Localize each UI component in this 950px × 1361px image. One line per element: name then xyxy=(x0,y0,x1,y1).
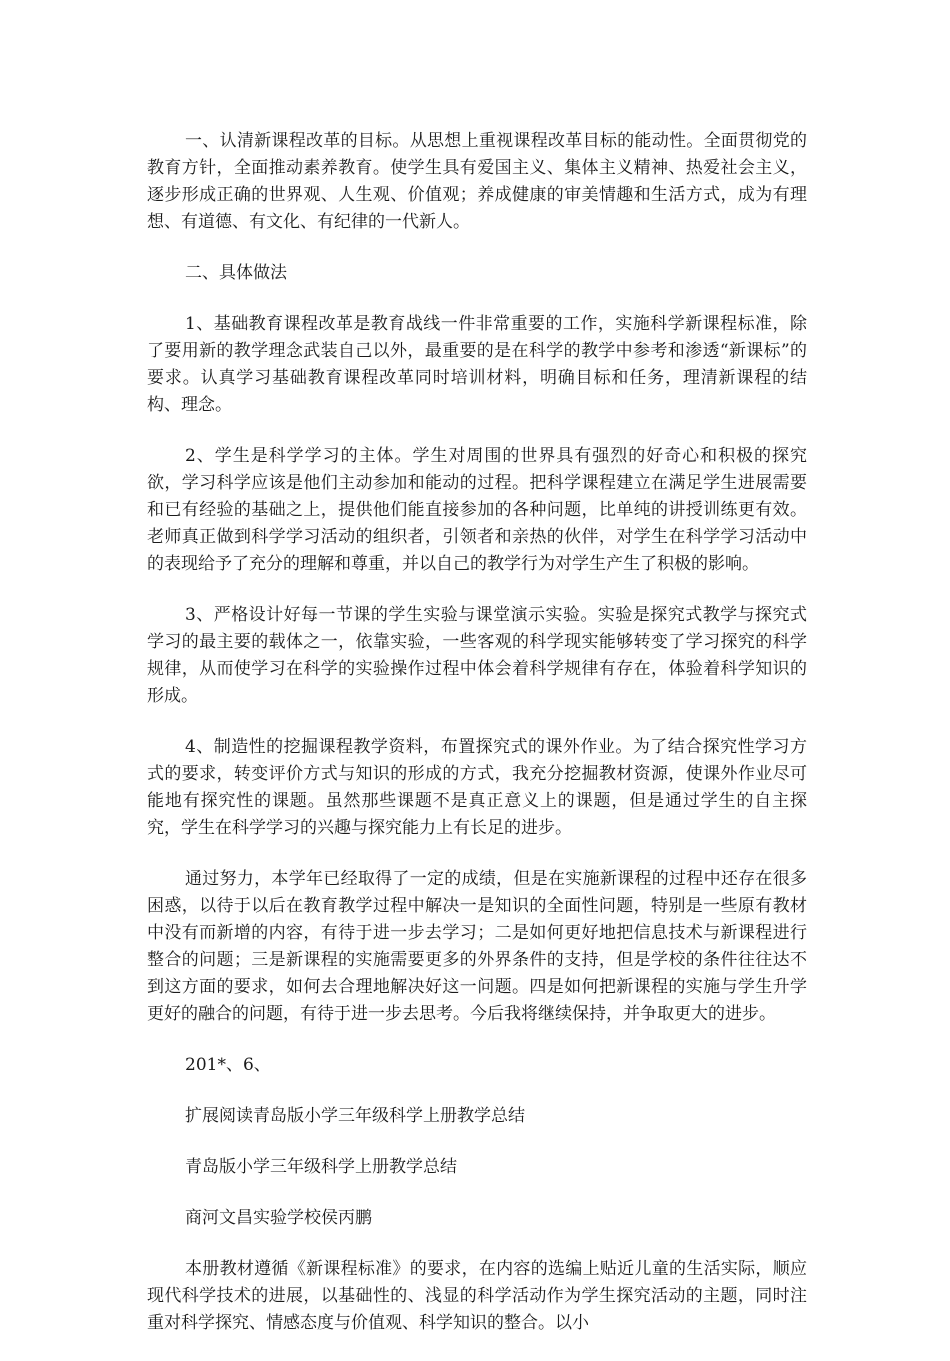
document-body xyxy=(147,128,807,1361)
article-author: 商河文昌实验学校侯丙鹏 xyxy=(185,1208,372,1228)
paragraph-method-4: 4、制造性的挖掘课程教学资料，布置探究式的课外作业。为了结合探究性学习方式的要求，转变评价方式与知识的形成的方式，我充分挖掘教材资源，使课外作业尽可能地有探究性的课题。虽然那些课题不是真正意义上的课题，但是通过学生的自主探究，学生在科学学习的兴趣与探究能力上有长足的进步。 xyxy=(147,737,807,838)
paragraph-summary: 通过努力，本学年已经取得了一定的成绩，但是在实施新课程的过程中还存在很多困惑，以待于以后在教育教学过程中解决一是知识的全面性问题，特别是一些原有教材中没有而新增的内容，有待于进一步去学习；二是如何更好地把信息技术与新课程进行整合的问题；三是新课程的实施需要更多的外界条件的支持，但是学校的条件往往达不到这方面的要求，如何去合理地解决好这一问题。四是如何把新课程的实施与学生升学更好的融合的问题，有待于进一步去思考。今后我将继续保持，并争取更大的进步。 xyxy=(147,869,807,1024)
document-date: 201*、6、 xyxy=(185,1055,271,1075)
paragraph-textbook-intro: 本册教材遵循《新课程标准》的要求，在内容的选编上贴近儿童的生活实际，顺应现代科学技术的进展，以基础性的、浅显的科学活动作为学生探究活动的主题，同时注重对科学探究、情感态度与价值观、科学知识的整合。以小 xyxy=(147,1259,807,1333)
paragraph-goals: 一、认清新课程改革的目标。从思想上重视课程改革目标的能动性。全面贯彻党的教育方针，全面推动素养教育。使学生具有爱国主义、集体主义精神、热爱社会主义，逐步形成正确的世界观、人生观、价值观；养成健康的审美情趣和生活方式，成为有理想、有道德、有文化、有纪律的一代新人。 xyxy=(147,131,807,232)
paragraph-method-2: 2、学生是科学学习的主体。学生对周围的世界具有强烈的好奇心和积极的探究欲，学习科学应该是他们主动参加和能动的过程。把科学课程建立在满足学生进展需要和已有经验的基础之上，提供他们能直接参加的各种问题，比单纯的讲授训练更有效。老师真正做到科学学习活动的组织者，引领者和亲热的伙伴，对学生在科学学习活动中的表现给予了充分的理解和尊重，并以自己的教学行为对学生产生了积极的影响。 xyxy=(147,446,807,574)
paragraph-method-3: 3、严格设计好每一节课的学生实验与课堂演示实验。实验是探究式教学与探究式学习的最主要的载体之一，依靠实验，一些客观的科学现实能够转变了学习探究的科学规律，从而使学习在科学的实验操作过程中体会着科学规律有存在，体验着科学知识的形成。 xyxy=(147,605,807,706)
extended-reading-title: 扩展阅读青岛版小学三年级科学上册教学总结 xyxy=(185,1106,525,1126)
section-heading-methods: 二、具体做法 xyxy=(185,263,287,283)
paragraph-method-1: 1、基础教育课程改革是教育战线一件非常重要的工作，实施科学新课程标准，除了要用新的教学理念武装自己以外，最重要的是在科学的教学中参考和渗透“新课标”的要求。认真学习基础教育课程改革同时培训材料，明确目标和任务，理清新课程的结构、理念。 xyxy=(147,314,807,415)
article-title: 青岛版小学三年级科学上册教学总结 xyxy=(185,1157,457,1177)
